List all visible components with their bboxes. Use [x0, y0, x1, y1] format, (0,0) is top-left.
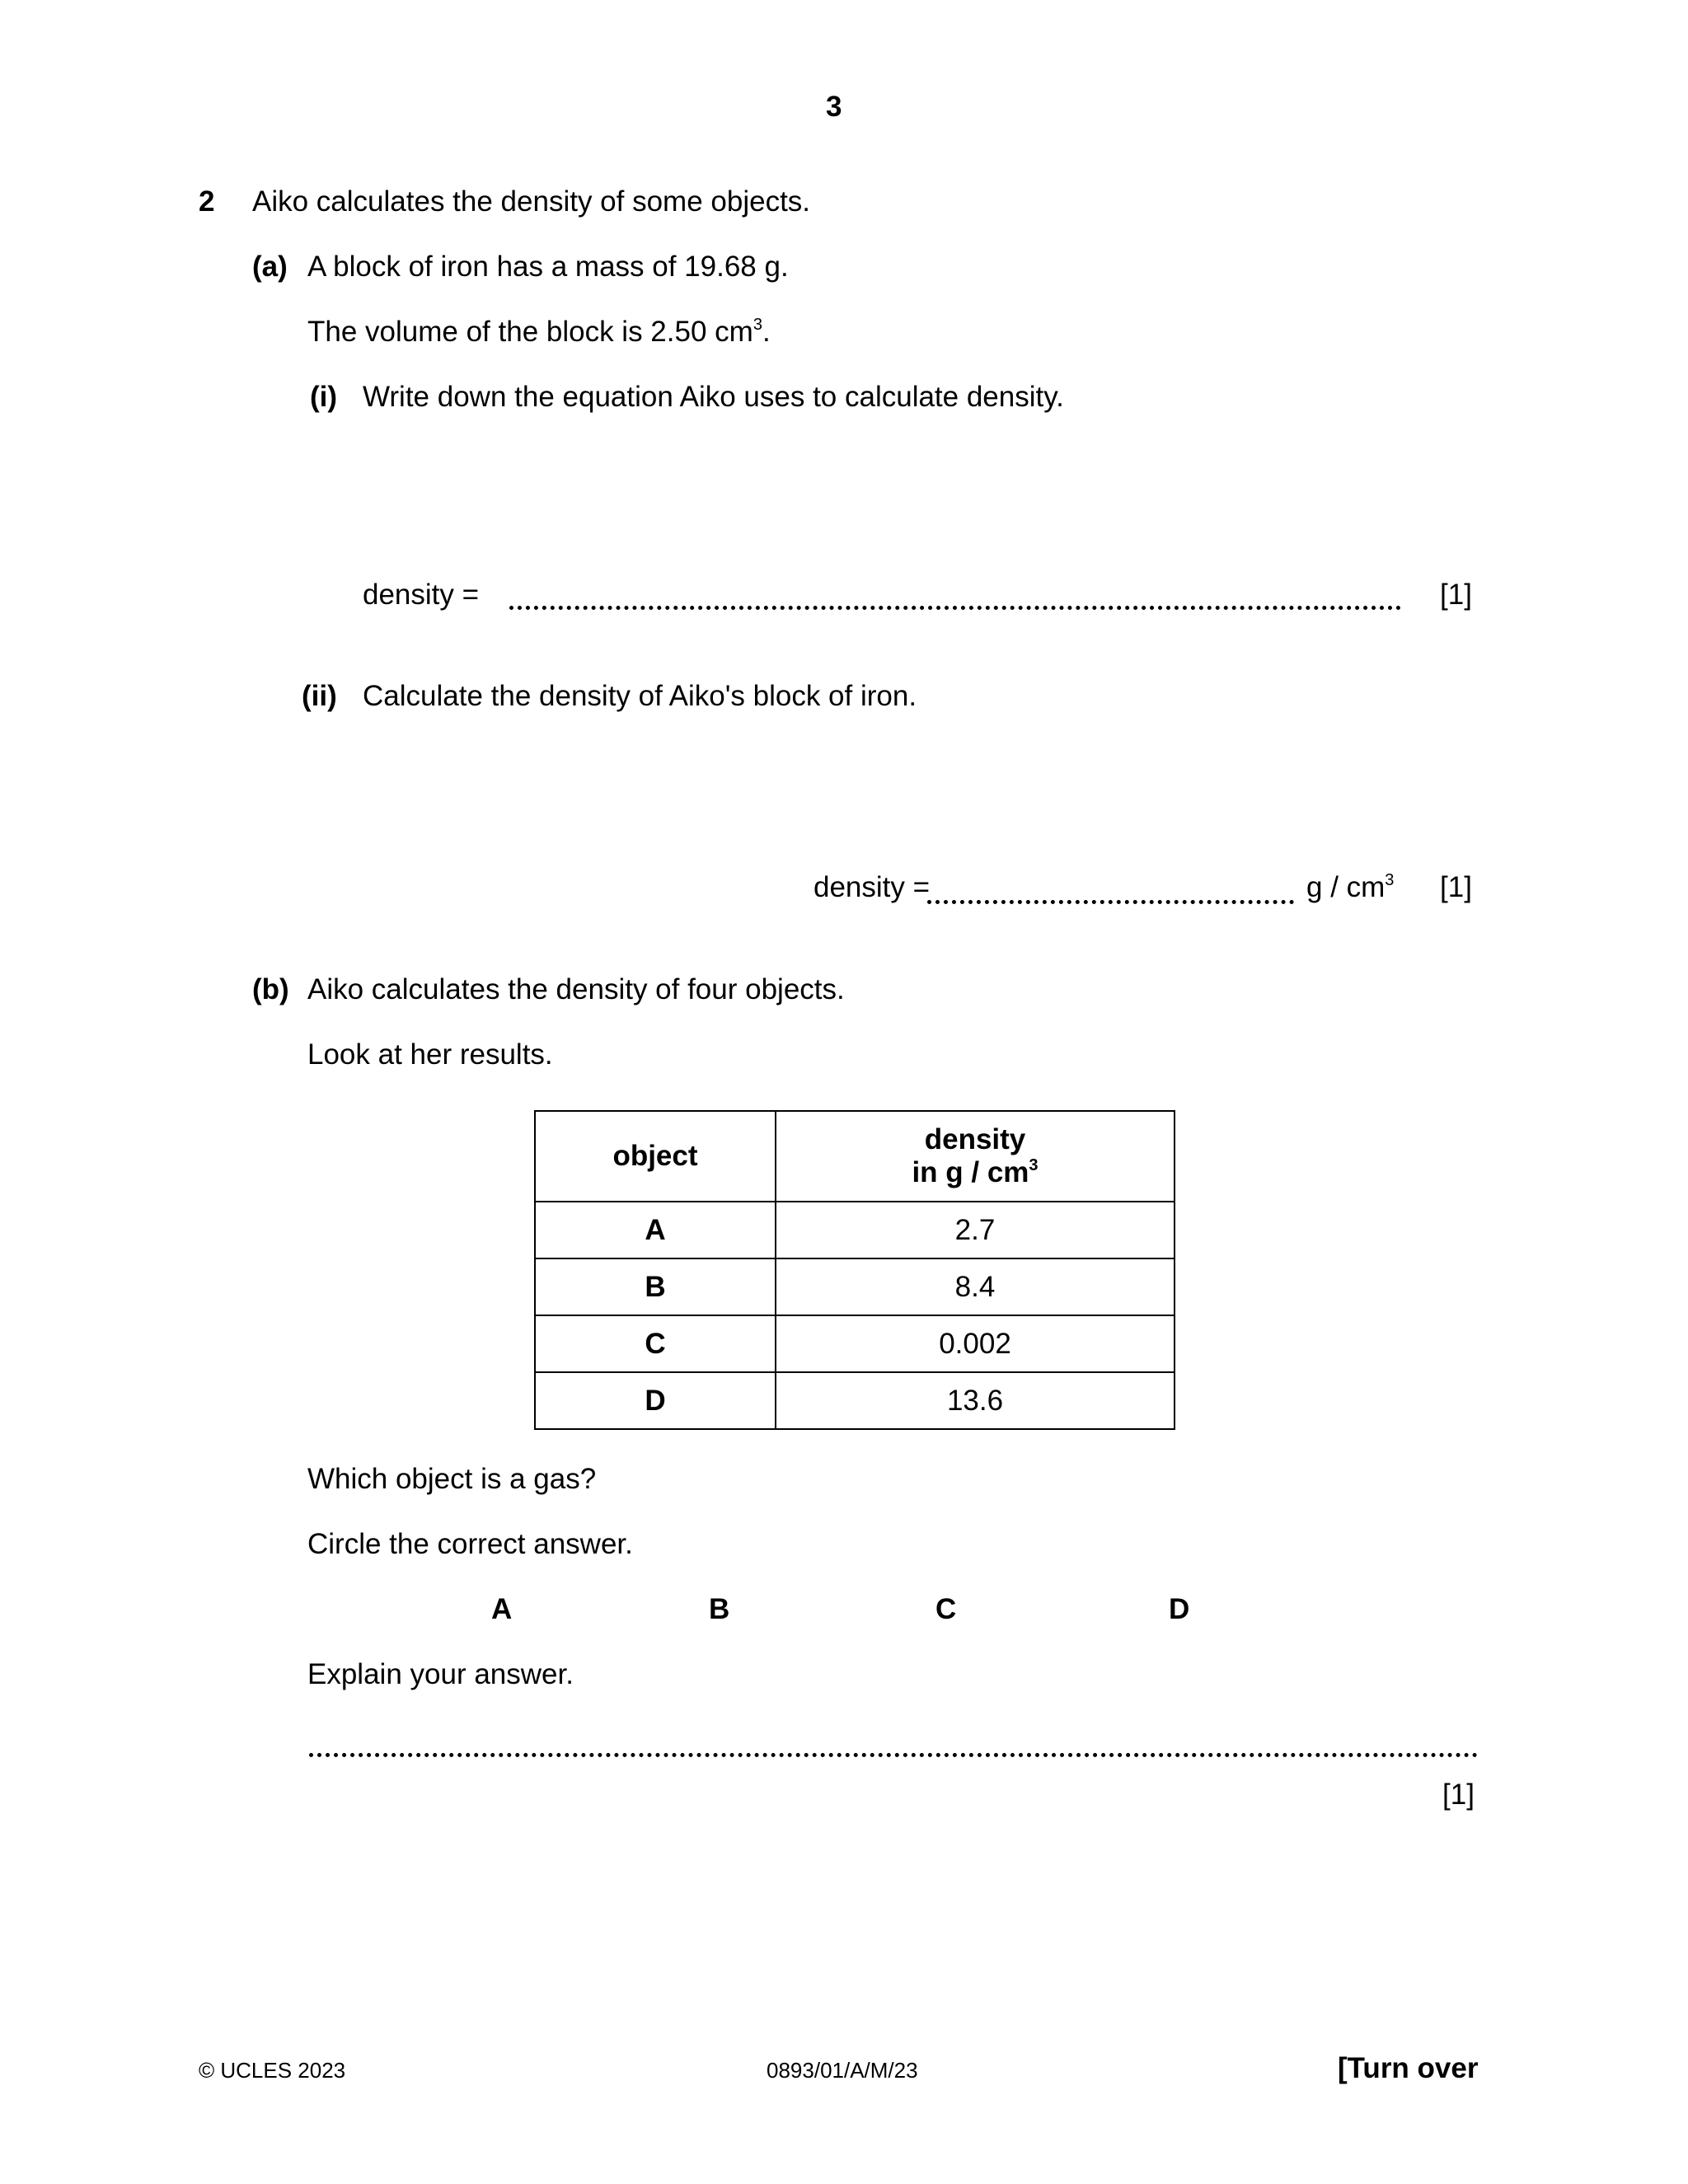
object-cell: D	[535, 1372, 776, 1429]
header-density: density in g / $cm^3$	[776, 1111, 1175, 1202]
part-b-label: (b)	[252, 973, 289, 1005]
part-a-mass-text: A block of iron has a mass of 19.68 g.	[307, 251, 789, 283]
part-a-label: (a)	[252, 251, 288, 283]
explain-answer-line[interactable]	[309, 1753, 1478, 1757]
sub-ii-marks: [1]	[1440, 871, 1472, 903]
sub-ii-unit: g / $cm^3$	[1306, 871, 1395, 903]
part-b-text: Aiko calculates the density of four objects.	[307, 973, 845, 1005]
part-b-look-text: Look at her results.	[307, 1038, 553, 1071]
part-a-volume-text: The volume of the block is 2.50 $cm^3$.	[307, 316, 771, 348]
table-row	[535, 1372, 1175, 1429]
option-c[interactable]: C	[935, 1593, 957, 1625]
density-cell: 2.7	[776, 1202, 1175, 1258]
question-number: 2	[199, 185, 215, 218]
option-d[interactable]: D	[1169, 1593, 1190, 1625]
object-cell: A	[535, 1202, 776, 1258]
footer-turn-over: [Turn over	[1338, 2052, 1479, 2084]
gas-question: Which object is a gas?	[307, 1463, 597, 1495]
sub-i-text: Write down the equation Aiko uses to calculate density.	[363, 381, 1064, 413]
sub-i-answer-line[interactable]	[509, 606, 1401, 610]
table-row	[535, 1202, 1175, 1258]
sub-i-label: (i)	[310, 381, 338, 413]
circle-instruction: Circle the correct answer.	[307, 1528, 633, 1560]
density-cell: 8.4	[776, 1258, 1175, 1315]
header-object: object	[535, 1111, 776, 1202]
explain-text: Explain your answer.	[307, 1658, 574, 1690]
part-b-marks: [1]	[1442, 1779, 1475, 1811]
table-row	[535, 1258, 1175, 1315]
density-cell: 13.6	[776, 1372, 1175, 1429]
sub-i-marks: [1]	[1440, 579, 1472, 611]
question-stem: Aiko calculates the density of some objects.	[252, 185, 811, 218]
option-b[interactable]: B	[709, 1593, 730, 1625]
density-cell: 0.002	[776, 1315, 1175, 1372]
footer-copyright: © UCLES 2023	[199, 2058, 346, 2083]
page-number: 3	[826, 91, 842, 123]
results-table	[534, 1110, 1175, 1430]
object-cell: B	[535, 1258, 776, 1315]
sub-ii-label: (ii)	[302, 680, 337, 712]
sub-ii-text: Calculate the density of Aiko's block of iron.	[363, 680, 917, 712]
table-row	[535, 1315, 1175, 1372]
sub-i-answer-prefix: density =	[363, 579, 480, 611]
table-header-row	[535, 1111, 1175, 1202]
sub-ii-answer-line[interactable]	[927, 900, 1294, 904]
object-cell: C	[535, 1315, 776, 1372]
footer-code: 0893/01/A/M/23	[767, 2058, 918, 2083]
option-a[interactable]: A	[491, 1593, 513, 1625]
sub-ii-answer-prefix: density =	[814, 871, 931, 903]
